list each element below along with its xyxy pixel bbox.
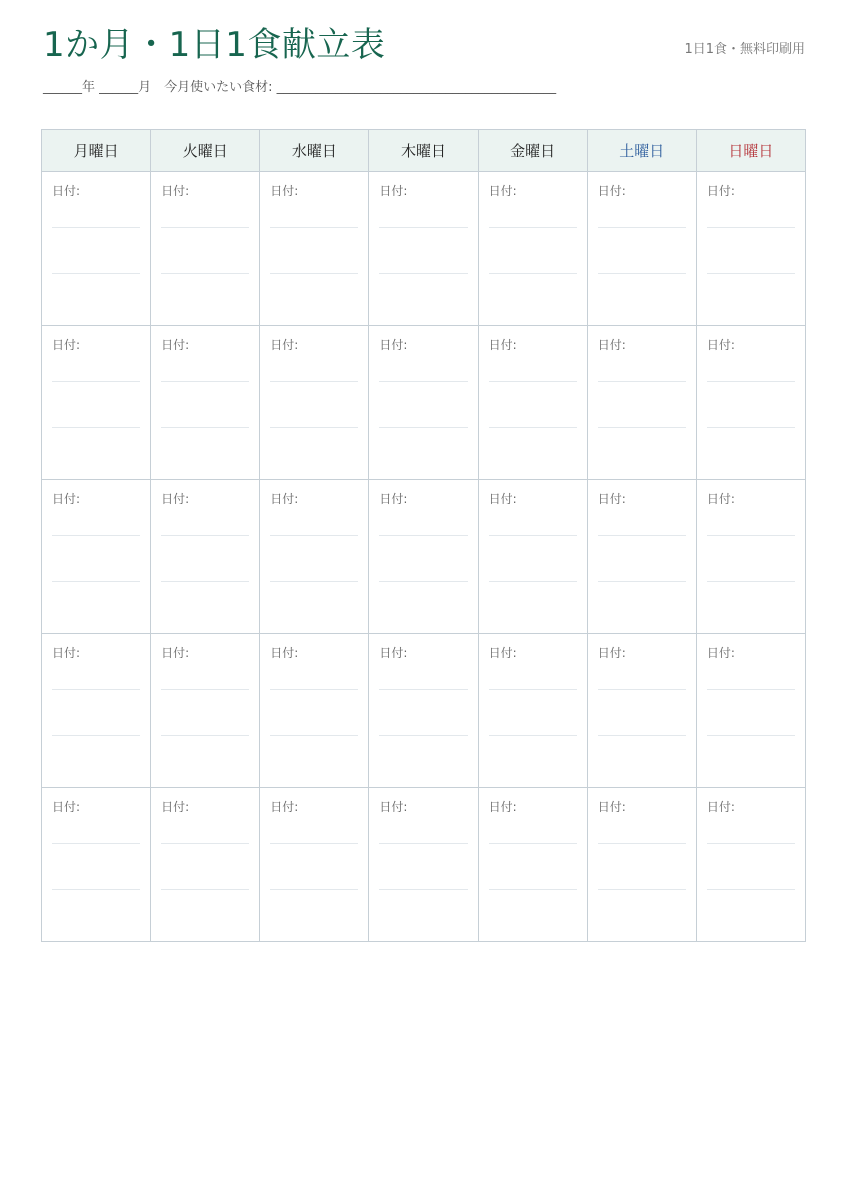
calendar-body xyxy=(42,172,806,942)
date-label: 日付: xyxy=(706,184,735,198)
day-cell xyxy=(151,172,260,326)
day-cell xyxy=(42,326,151,480)
day-cell xyxy=(696,634,805,788)
writing-line xyxy=(707,227,795,228)
day-cell xyxy=(587,480,696,634)
writing-line xyxy=(379,535,467,536)
day-cell xyxy=(696,480,805,634)
day-cell xyxy=(369,634,478,788)
writing-line xyxy=(270,273,358,274)
writing-line xyxy=(270,889,358,890)
writing-line xyxy=(379,381,467,382)
date-label: 日付: xyxy=(488,800,517,814)
day-cell xyxy=(696,788,805,942)
writing-line xyxy=(598,843,686,844)
page-title: 1か月・1日1食献立表 xyxy=(43,25,386,65)
weekday-header-2: 火曜日 xyxy=(151,130,260,172)
day-cell xyxy=(696,172,805,326)
day-cell xyxy=(478,172,587,326)
writing-line xyxy=(489,227,577,228)
date-label: 日付: xyxy=(270,492,299,506)
week-row xyxy=(42,634,806,788)
writing-line xyxy=(270,843,358,844)
writing-line xyxy=(161,843,249,844)
date-label: 日付: xyxy=(488,492,517,506)
writing-line xyxy=(52,273,140,274)
writing-line xyxy=(270,735,358,736)
day-cell xyxy=(151,326,260,480)
weekday-header-6: 土曜日 xyxy=(587,130,696,172)
writing-line xyxy=(52,535,140,536)
writing-line xyxy=(270,381,358,382)
weekday-header-1: 月曜日 xyxy=(42,130,151,172)
writing-line xyxy=(161,535,249,536)
writing-line xyxy=(161,889,249,890)
menu-calendar-table xyxy=(41,129,806,942)
writing-line xyxy=(52,689,140,690)
writing-line xyxy=(379,735,467,736)
date-label: 日付: xyxy=(52,800,81,814)
writing-line xyxy=(379,227,467,228)
date-label: 日付: xyxy=(379,492,408,506)
writing-line xyxy=(707,735,795,736)
date-label: 日付: xyxy=(597,492,626,506)
date-label: 日付: xyxy=(706,646,735,660)
writing-line xyxy=(489,535,577,536)
writing-line xyxy=(161,273,249,274)
writing-line xyxy=(489,381,577,382)
date-label: 日付: xyxy=(597,184,626,198)
date-label: 日付: xyxy=(52,184,81,198)
day-cell xyxy=(478,788,587,942)
writing-line xyxy=(161,735,249,736)
day-cell xyxy=(151,788,260,942)
date-label: 日付: xyxy=(379,646,408,660)
date-label: 日付: xyxy=(488,338,517,352)
date-label: 日付: xyxy=(706,492,735,506)
day-cell xyxy=(696,326,805,480)
day-cell xyxy=(478,634,587,788)
writing-line xyxy=(707,689,795,690)
writing-line xyxy=(379,889,467,890)
writing-line xyxy=(52,581,140,582)
writing-line xyxy=(598,735,686,736)
writing-line xyxy=(598,889,686,890)
date-label: 日付: xyxy=(52,338,81,352)
writing-line xyxy=(598,689,686,690)
writing-line xyxy=(52,843,140,844)
day-cell xyxy=(151,480,260,634)
weekday-header-5: 金曜日 xyxy=(478,130,587,172)
writing-line xyxy=(161,581,249,582)
week-row xyxy=(42,480,806,634)
date-label: 日付: xyxy=(270,646,299,660)
date-label: 日付: xyxy=(52,646,81,660)
writing-line xyxy=(270,427,358,428)
weekday-header-3: 水曜日 xyxy=(260,130,369,172)
writing-line xyxy=(707,535,795,536)
day-cell xyxy=(260,634,369,788)
day-cell xyxy=(42,172,151,326)
writing-line xyxy=(52,381,140,382)
week-row xyxy=(42,788,806,942)
date-label: 日付: xyxy=(597,800,626,814)
date-label: 日付: xyxy=(270,338,299,352)
writing-line xyxy=(707,581,795,582)
writing-line xyxy=(707,889,795,890)
day-cell xyxy=(587,634,696,788)
writing-line xyxy=(598,381,686,382)
writing-line xyxy=(161,689,249,690)
date-label: 日付: xyxy=(52,492,81,506)
writing-line xyxy=(379,273,467,274)
writing-line xyxy=(489,843,577,844)
day-cell xyxy=(42,788,151,942)
writing-line xyxy=(52,227,140,228)
date-label: 日付: xyxy=(161,492,190,506)
writing-line xyxy=(52,427,140,428)
writing-line xyxy=(598,227,686,228)
date-label: 日付: xyxy=(161,338,190,352)
day-cell xyxy=(369,480,478,634)
writing-line xyxy=(707,273,795,274)
writing-line xyxy=(379,689,467,690)
writing-line xyxy=(379,427,467,428)
date-label: 日付: xyxy=(270,184,299,198)
day-cell xyxy=(260,480,369,634)
date-label: 日付: xyxy=(270,800,299,814)
date-label: 日付: xyxy=(488,646,517,660)
day-cell xyxy=(260,172,369,326)
day-cell xyxy=(260,788,369,942)
date-label: 日付: xyxy=(597,338,626,352)
date-label: 日付: xyxy=(488,184,517,198)
writing-line xyxy=(379,581,467,582)
date-label: 日付: xyxy=(706,800,735,814)
date-label: 日付: xyxy=(706,338,735,352)
day-cell xyxy=(587,326,696,480)
writing-line xyxy=(489,581,577,582)
page-subtitle: 1日1食・無料印刷用 xyxy=(684,42,805,57)
date-label: 日付: xyxy=(161,646,190,660)
writing-line xyxy=(52,889,140,890)
writing-line xyxy=(270,581,358,582)
writing-line xyxy=(489,427,577,428)
day-cell xyxy=(587,172,696,326)
date-label: 日付: xyxy=(379,800,408,814)
writing-line xyxy=(161,227,249,228)
day-cell xyxy=(151,634,260,788)
writing-line xyxy=(489,689,577,690)
page-header xyxy=(43,22,805,112)
fill-in-line: ______年 ______月 今月使いたい食材: ___________________________________________ xyxy=(43,80,557,95)
date-label: 日付: xyxy=(597,646,626,660)
date-label: 日付: xyxy=(379,184,408,198)
weekday-header-row xyxy=(42,130,806,172)
day-cell xyxy=(260,326,369,480)
day-cell xyxy=(587,788,696,942)
writing-line xyxy=(707,381,795,382)
writing-line xyxy=(598,581,686,582)
week-row xyxy=(42,326,806,480)
writing-line xyxy=(270,227,358,228)
day-cell xyxy=(478,326,587,480)
writing-line xyxy=(598,273,686,274)
day-cell xyxy=(42,480,151,634)
writing-line xyxy=(707,843,795,844)
date-label: 日付: xyxy=(379,338,408,352)
writing-line xyxy=(598,535,686,536)
writing-line xyxy=(489,889,577,890)
writing-line xyxy=(489,735,577,736)
writing-line xyxy=(270,689,358,690)
writing-line xyxy=(707,427,795,428)
weekday-header-7: 日曜日 xyxy=(696,130,805,172)
day-cell xyxy=(369,172,478,326)
date-label: 日付: xyxy=(161,184,190,198)
writing-line xyxy=(489,273,577,274)
weekday-header-4: 木曜日 xyxy=(369,130,478,172)
writing-line xyxy=(52,735,140,736)
day-cell xyxy=(478,480,587,634)
writing-line xyxy=(161,427,249,428)
day-cell xyxy=(369,788,478,942)
date-label: 日付: xyxy=(161,800,190,814)
writing-line xyxy=(270,535,358,536)
week-row xyxy=(42,172,806,326)
day-cell xyxy=(42,634,151,788)
day-cell xyxy=(369,326,478,480)
writing-line xyxy=(161,381,249,382)
writing-line xyxy=(598,427,686,428)
writing-line xyxy=(379,843,467,844)
